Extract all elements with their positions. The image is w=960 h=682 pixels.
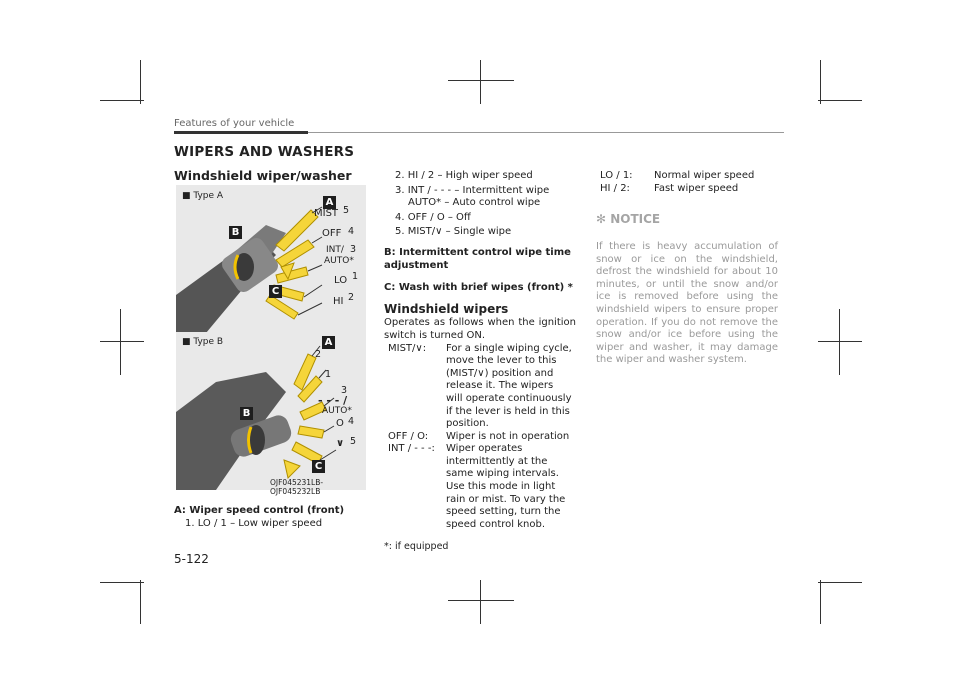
crop-mark bbox=[448, 80, 514, 81]
definition-row bbox=[384, 343, 576, 431]
list-item: 3. INT / - - - – Intermittent wipe bbox=[395, 184, 550, 196]
crop-mark bbox=[100, 341, 144, 342]
definition-term: HI / 2: bbox=[600, 182, 630, 194]
tag-a: A bbox=[323, 196, 336, 209]
wash-heading: C: Wash with brief wipes (front) * bbox=[384, 282, 573, 294]
num-4: 4 bbox=[348, 226, 355, 237]
definition-list bbox=[384, 343, 576, 532]
windshield-wipers-title: Windshield wipers bbox=[384, 301, 509, 316]
figure-type-a bbox=[176, 185, 366, 333]
label-dash: - - - / bbox=[318, 394, 348, 407]
definition-term: INT / - - -: bbox=[388, 443, 435, 455]
label-auto: AUTO* bbox=[322, 406, 352, 416]
footnote: *: if equipped bbox=[384, 541, 449, 553]
crop-mark bbox=[820, 580, 821, 624]
section-header: Features of your vehicle bbox=[174, 118, 295, 129]
definition-term: MIST/∨: bbox=[388, 342, 427, 354]
page-number: 5-122 bbox=[174, 552, 209, 566]
crop-mark bbox=[120, 309, 121, 375]
definition-row bbox=[596, 183, 786, 196]
crop-mark bbox=[818, 582, 862, 583]
tag-b: B bbox=[229, 226, 242, 239]
definition-value: Fast wiper speed bbox=[654, 182, 739, 194]
page-title: WIPERS AND WASHERS bbox=[174, 144, 355, 160]
figure-code: OJF045231LB-OJF045232LB bbox=[270, 478, 324, 496]
num-3: 3 bbox=[341, 385, 348, 396]
num-5: 5 bbox=[350, 436, 357, 447]
definition-row bbox=[596, 170, 786, 183]
col1-text bbox=[174, 505, 374, 530]
list-item: 2. HI / 2 – High wiper speed bbox=[395, 170, 533, 181]
definition-value: For a single wiping cycle, move the lever to this (MIST/∨) position and release it. The wipers will operate continuously if the lever is held in this position. bbox=[446, 342, 572, 430]
crop-mark bbox=[448, 600, 514, 601]
crop-mark bbox=[100, 100, 144, 101]
tag-a: A bbox=[322, 336, 335, 349]
definition-term: LO / 1: bbox=[600, 170, 633, 181]
notice-body: If there is heavy accumulation of snow or ice on the windshield, defrost the windshield for about 10 minutes, or until the snow and/or ice is removed before using the windshield wipers to ensure proper operation. If you do not remove the snow and/or ice before using the wiper and washer, it may damage the wiper and washer system. bbox=[596, 241, 778, 366]
intermittent-heading: B: Intermittent control wipe time adjustment bbox=[384, 246, 571, 271]
definition-value: Normal wiper speed bbox=[654, 170, 755, 181]
tag-c: C bbox=[269, 285, 282, 298]
crop-mark bbox=[140, 580, 141, 624]
wipers-intro: Operates as follows when the ignition switch is turned ON. bbox=[384, 317, 576, 341]
wiper-speed-heading: A: Wiper speed control (front) bbox=[174, 505, 345, 516]
definition-row bbox=[384, 431, 576, 444]
definition-term: OFF / O: bbox=[388, 430, 429, 442]
page-subtitle: Windshield wiper/washer bbox=[174, 168, 352, 183]
label-mist: MIST bbox=[314, 208, 339, 219]
figure-type-b bbox=[176, 332, 366, 496]
label-mist-icon: ∨ bbox=[336, 438, 345, 449]
list-item: AUTO* – Auto control wipe bbox=[408, 197, 541, 209]
label-int: INT/ bbox=[326, 245, 344, 255]
num-2: 2 bbox=[348, 292, 355, 303]
list-item: 1. LO / 1 – Low wiper speed bbox=[185, 517, 323, 529]
definition-value: Wiper operates intermittently at the same wiping intervals. Use this mode in light rain or mist. To vary the speed setting, turn the speed control knob. bbox=[446, 443, 566, 530]
definition-value: Wiper is not in operation bbox=[446, 430, 570, 442]
notice-title: ✻ NOTICE bbox=[596, 212, 661, 226]
header-bar bbox=[174, 131, 308, 134]
label-o: O bbox=[336, 418, 344, 429]
num-1: 1 bbox=[325, 369, 332, 380]
crop-mark bbox=[480, 60, 481, 104]
list-item: 4. OFF / O – Off bbox=[395, 211, 471, 223]
label-auto: AUTO* bbox=[324, 256, 354, 266]
crop-mark bbox=[839, 309, 840, 375]
label-hi: HI bbox=[333, 296, 344, 307]
list-item: 5. MIST/∨ – Single wipe bbox=[395, 226, 512, 238]
type-b-label: ■ Type B bbox=[182, 337, 224, 347]
num-1: 1 bbox=[352, 271, 359, 282]
num-2: 2 bbox=[315, 349, 322, 360]
tag-c: C bbox=[312, 460, 325, 473]
num-4: 4 bbox=[348, 416, 355, 427]
col2-text bbox=[384, 170, 576, 554]
label-lo: LO bbox=[334, 275, 348, 286]
crop-mark bbox=[100, 582, 144, 583]
num-5: 5 bbox=[343, 205, 350, 216]
tag-b: B bbox=[240, 407, 253, 420]
crop-mark bbox=[820, 60, 821, 104]
num-3: 3 bbox=[350, 244, 357, 255]
label-off: OFF bbox=[322, 228, 342, 239]
definition-list bbox=[596, 170, 786, 195]
crop-mark bbox=[818, 341, 862, 342]
type-a-label: ■ Type A bbox=[182, 191, 224, 201]
crop-mark bbox=[480, 580, 481, 624]
crop-mark bbox=[818, 100, 862, 101]
definition-row bbox=[384, 443, 576, 531]
crop-mark bbox=[140, 60, 141, 104]
